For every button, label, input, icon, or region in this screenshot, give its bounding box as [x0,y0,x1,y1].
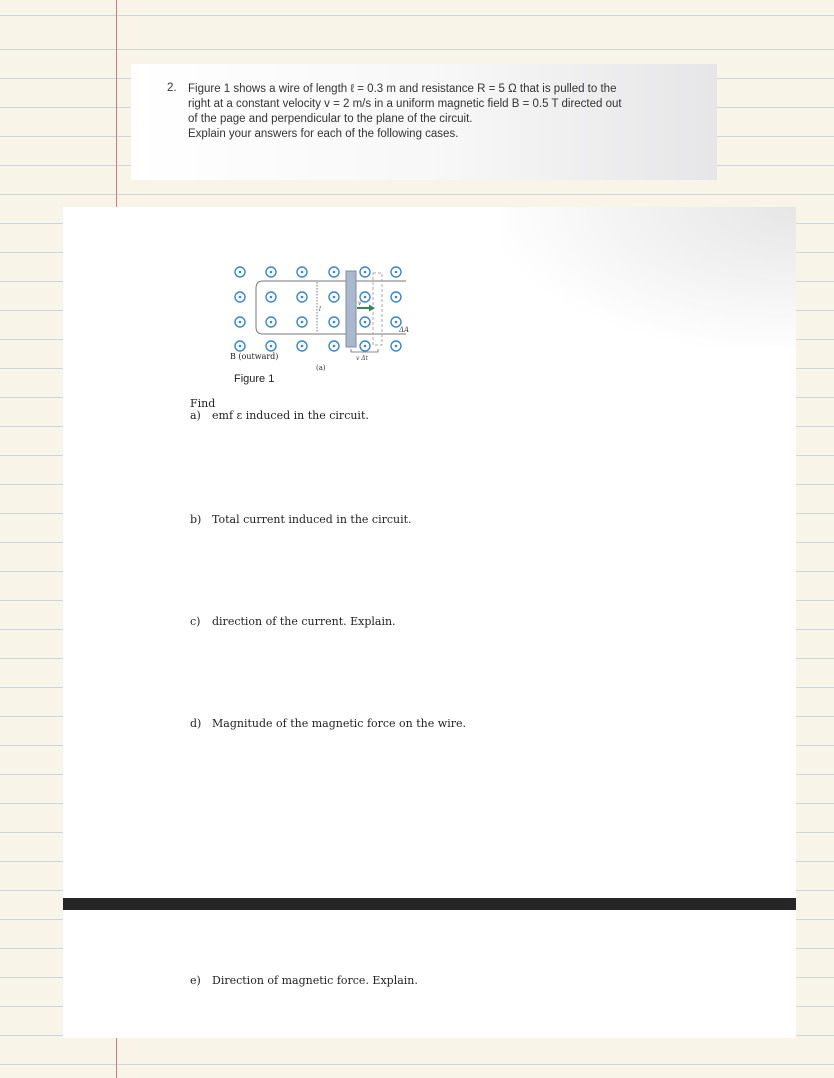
item-text: Magnitude of the magnetic force on the wire. [212,717,466,730]
field-dot-icon [266,267,276,277]
field-dot-icon [297,341,307,351]
question-line: right at a constant velocity v = 2 m/s in a uniform magnetic field B = 0.5 T directed out [188,98,622,110]
field-dot-icon [391,341,401,351]
field-dot-icon [329,292,339,302]
page-shadow [503,207,796,347]
question-item-c [190,615,396,628]
sliding-rod [346,271,356,347]
field-direction-label: B (outward) [230,352,279,361]
item-label: c) [190,615,201,628]
field-dot-icon [266,341,276,351]
left-rail [256,281,263,334]
question-line: Explain your answers for each of the following cases. [188,128,459,140]
question-item-d [190,717,466,730]
item-text: direction of the current. Explain. [212,615,396,628]
field-dot-icon [266,292,276,302]
velocity-label: v [358,300,362,307]
field-dot-icon [235,341,245,351]
question-line: Figure 1 shows a wire of length ℓ = 0.3 m and resistance R = 5 Ω that is pulled to the [188,83,617,95]
item-text: Total current induced in the circuit. [212,513,412,526]
field-dot-icon [329,341,339,351]
item-label: a) [190,409,201,422]
field-dot-icon [266,317,276,327]
field-dot-icon [297,292,307,302]
item-label: d) [190,717,202,730]
field-dot-icon [360,341,370,351]
field-dot-icon [391,292,401,302]
find-heading: Find [190,397,216,410]
velocity-arrowhead [369,305,375,312]
worksheet-page [63,207,796,1038]
question-item-a [190,409,369,422]
area-change-label: ΔA [399,326,410,334]
field-dot-icon [360,267,370,277]
displacement-label: v Δt [356,355,369,362]
item-label: e) [190,974,201,987]
field-dot-icon [235,267,245,277]
magnetic-field-dots [235,267,401,351]
item-text: emf ε induced in the circuit. [212,409,369,422]
field-dot-icon [360,317,370,327]
field-dot-icon [235,292,245,302]
item-text: Direction of magnetic force. Explain. [212,974,418,987]
question-card [131,64,717,180]
field-dot-icon [297,317,307,327]
field-dot-icon [235,317,245,327]
length-label: l [319,306,321,313]
field-dot-icon [329,317,339,327]
field-dot-icon [329,267,339,277]
item-label: b) [190,513,202,526]
field-dot-icon [391,267,401,277]
question-text [188,82,713,142]
field-dot-icon [360,292,370,302]
question-item-b [190,513,412,526]
panel-label: (a) [316,364,326,372]
question-number: 2. [167,82,177,94]
question-item-e [190,974,418,987]
figure-caption: Figure 1 [234,373,275,385]
figure-1-diagram [228,260,418,372]
page-break-bar [63,898,796,910]
question-line: of the page and perpendicular to the plane of the circuit. [188,113,473,125]
field-dot-icon [297,267,307,277]
